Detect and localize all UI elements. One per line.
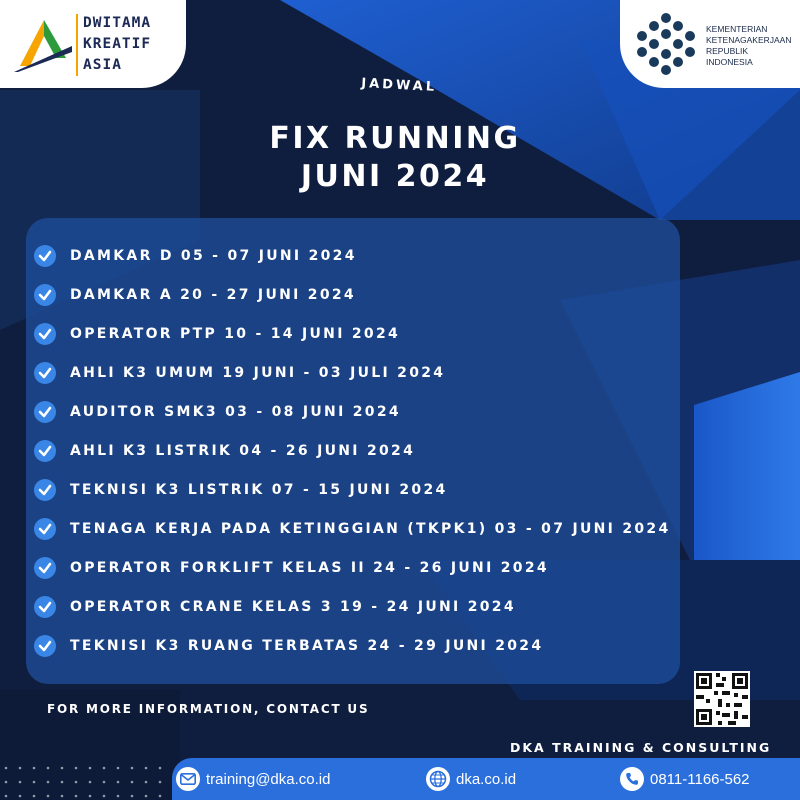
check-circle-icon — [34, 323, 56, 345]
phone-contact[interactable] — [620, 767, 750, 791]
qr-code[interactable] — [694, 671, 750, 727]
contact-note: FOR MORE INFORMATION, CONTACT US — [47, 702, 370, 716]
schedule-item — [34, 633, 543, 659]
check-circle-icon — [34, 245, 56, 267]
phone-number[interactable]: 0811-1166-562 — [650, 770, 750, 788]
schedule-panel — [26, 218, 680, 684]
schedule-item-label: OPERATOR FORKLIFT KELAS II 24 - 26 JUNI 2024 — [70, 560, 549, 576]
title-line-2: JUNI 2024 — [300, 159, 490, 194]
schedule-item-label: AUDITOR SMK3 03 - 08 JUNI 2024 — [70, 404, 401, 420]
ministry-line-2: KETENAGAKERJAAN — [706, 35, 792, 45]
schedule-item — [34, 321, 400, 347]
schedule-item — [34, 516, 670, 542]
schedule-item-label: DAMKAR A 20 - 27 JUNI 2024 — [70, 287, 356, 303]
ministry-line-1: KEMENTERIAN — [706, 24, 768, 34]
schedule-item — [34, 243, 357, 269]
check-circle-icon — [34, 596, 56, 618]
page-title — [0, 120, 790, 196]
schedule-item — [34, 438, 415, 464]
schedule-item — [34, 477, 448, 503]
check-circle-icon — [34, 401, 56, 423]
schedule-item-label: AHLI K3 LISTRIK 04 - 26 JUNI 2024 — [70, 443, 416, 459]
logo-line-1: DWITAMA — [83, 15, 152, 31]
logo-divider — [76, 14, 78, 76]
kemnaker-emblem-icon — [634, 12, 698, 76]
email-link[interactable]: training@dka.co.id — [206, 770, 331, 788]
qr-code-icon — [694, 671, 750, 727]
logo-line-3: ASIA — [83, 57, 122, 73]
email-icon — [176, 767, 200, 791]
title-line-1: FIX RUNNING — [269, 121, 521, 156]
dwitama-logo — [0, 0, 186, 88]
email-contact[interactable] — [176, 767, 330, 791]
schedule-item-label: TENAGA KERJA PADA KETINGGIAN (TKPK1) 03 - 07 JUNI 2024 — [70, 521, 671, 537]
schedule-item-label: DAMKAR D 05 - 07 JUNI 2024 — [70, 248, 357, 264]
kemnaker-logo — [620, 0, 800, 88]
kicker: JADWAL — [360, 76, 438, 95]
phone-icon — [620, 767, 644, 791]
check-circle-icon — [34, 518, 56, 540]
schedule-item-label: AHLI K3 UMUM 19 JUNI - 03 JULI 2024 — [70, 365, 446, 381]
check-circle-icon — [34, 557, 56, 579]
company-name: DKA TRAINING & CONSULTING — [510, 740, 772, 755]
globe-icon — [426, 767, 450, 791]
dwitama-mark-icon — [14, 16, 74, 74]
check-circle-icon — [34, 635, 56, 657]
schedule-item — [34, 555, 549, 581]
schedule-item-label: OPERATOR CRANE KELAS 3 19 - 24 JUNI 2024 — [70, 599, 516, 615]
website-contact[interactable] — [426, 767, 516, 791]
contact-bar — [172, 758, 800, 800]
schedule-item — [34, 399, 401, 425]
ministry-line-3: REPUBLIK — [706, 46, 749, 56]
schedule-item — [34, 282, 356, 308]
schedule-item-label: TEKNISI K3 LISTRIK 07 - 15 JUNI 2024 — [70, 482, 448, 498]
check-circle-icon — [34, 284, 56, 306]
logo-wordmark — [83, 13, 151, 76]
schedule-item — [34, 360, 445, 386]
schedule-item — [34, 594, 516, 620]
schedule-item-label: TEKNISI K3 RUANG TERBATAS 24 - 29 JUNI 2024 — [70, 638, 544, 654]
check-circle-icon — [34, 362, 56, 384]
check-circle-icon — [34, 479, 56, 501]
check-circle-icon — [34, 440, 56, 462]
website-link[interactable]: dka.co.id — [456, 770, 517, 788]
ministry-name — [706, 24, 800, 68]
logo-line-2: KREATIF — [83, 36, 152, 52]
schedule-item-label: OPERATOR PTP 10 - 14 JUNI 2024 — [70, 326, 401, 342]
ministry-line-4: INDONESIA — [706, 57, 753, 67]
decorative-dots — [0, 760, 170, 800]
